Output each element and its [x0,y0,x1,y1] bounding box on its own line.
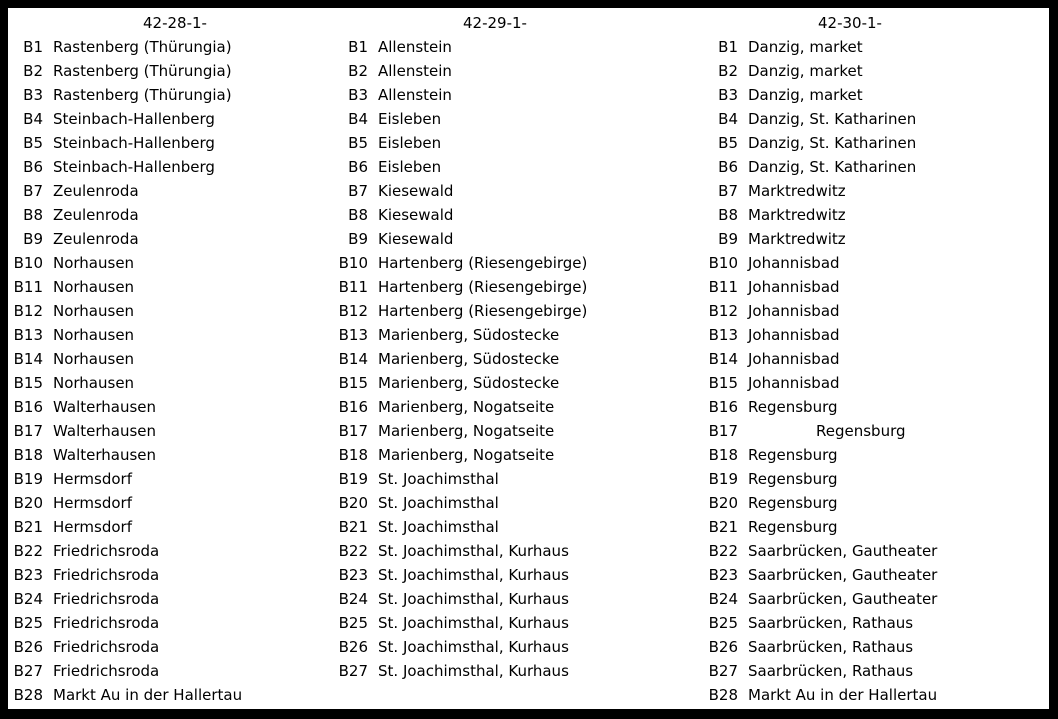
row-code: B21 [708,518,738,536]
row-place: Hartenberg (Riesengebirge) [378,278,588,296]
row-place: Zeulenroda [53,182,139,200]
row-place: Danzig, market [748,62,863,80]
row-place: Kiesewald [378,206,454,224]
row-code: B8 [23,206,43,224]
row-code: B27 [13,662,43,680]
row-code: B1 [718,38,738,56]
row-place: Friedrichsroda [53,662,160,680]
row-place: Johannisbad [748,350,840,368]
row-code: B23 [338,566,368,584]
row-place: Allenstein [378,86,452,104]
row-place: Regensburg [816,422,906,440]
row-code: B26 [338,638,368,656]
row-place: St. Joachimsthal, Kurhaus [378,638,569,656]
row-code: B18 [13,446,43,464]
row-code: B2 [23,62,43,80]
row-code: B3 [718,86,738,104]
row-code: B24 [708,590,738,608]
row-place: Hermsdorf [53,518,132,536]
column-header: 42-28-1- [143,14,207,32]
row-code: B28 [708,686,738,704]
row-place: Regensburg [748,398,838,416]
row-code: B5 [718,134,738,152]
row-code: B10 [708,254,738,272]
row-place: Walterhausen [53,446,157,464]
row-code: B21 [13,518,43,536]
row-code: B22 [13,542,43,560]
row-place: Johannisbad [748,302,840,320]
row-place: Johannisbad [748,374,840,392]
row-code: B9 [348,230,368,248]
row-place: Walterhausen [53,398,157,416]
row-code: B3 [348,86,368,104]
row-place: Friedrichsroda [53,566,160,584]
row-code: B15 [13,374,43,392]
row-place: Markt Au in der Hallertau [748,686,938,704]
row-place: Marienberg, Nogatseite [378,422,555,440]
row-code: B1 [348,38,368,56]
row-code: B24 [13,590,43,608]
row-code: B13 [708,326,738,344]
row-place: Kiesewald [378,182,454,200]
row-place: Walterhausen [53,422,157,440]
row-code: B10 [338,254,368,272]
row-code: B2 [348,62,368,80]
row-code: B18 [708,446,738,464]
row-place: Marienberg, Südostecke [378,374,560,392]
row-place: Regensburg [748,518,838,536]
column-header: 42-30-1- [818,14,882,32]
row-code: B24 [338,590,368,608]
row-code: B25 [13,614,43,632]
row-code: B3 [23,86,43,104]
row-code: B11 [338,278,368,296]
row-place: Danzig, market [748,38,863,56]
row-place: Marienberg, Nogatseite [378,446,555,464]
row-place: Eisleben [378,110,442,128]
row-code: B18 [338,446,368,464]
row-code: B11 [13,278,43,296]
row-code: B7 [348,182,368,200]
row-code: B14 [13,350,43,368]
row-place: Zeulenroda [53,206,139,224]
row-place: St. Joachimsthal, Kurhaus [378,566,569,584]
row-place: St. Joachimsthal, Kurhaus [378,542,569,560]
row-code: B9 [718,230,738,248]
row-place: Hermsdorf [53,494,132,512]
row-place: Eisleben [378,134,442,152]
row-place: Allenstein [378,38,452,56]
row-place: Saarbrücken, Gautheater [748,590,938,608]
row-place: Saarbrücken, Rathaus [748,662,914,680]
row-code: B27 [708,662,738,680]
row-code: B1 [23,38,43,56]
row-place: Johannisbad [748,326,840,344]
row-place: Marktredwitz [748,206,846,224]
row-place: Saarbrücken, Rathaus [748,638,914,656]
row-code: B22 [708,542,738,560]
row-place: Allenstein [378,62,452,80]
row-code: B14 [338,350,368,368]
row-code: B23 [708,566,738,584]
row-code: B19 [13,470,43,488]
row-code: B15 [338,374,368,392]
row-code: B4 [23,110,43,128]
row-place: Regensburg [748,494,838,512]
row-code: B6 [718,158,738,176]
row-place: Marienberg, Südostecke [378,350,560,368]
row-code: B20 [708,494,738,512]
row-place: St. Joachimsthal, Kurhaus [378,590,569,608]
row-code: B17 [13,422,43,440]
row-place: Hermsdorf [53,470,132,488]
row-place: Steinbach-Hallenberg [53,134,215,152]
row-place: Saarbrücken, Gautheater [748,542,938,560]
row-place: Norhausen [53,254,135,272]
row-code: B19 [708,470,738,488]
row-place: St. Joachimsthal [378,518,499,536]
row-place: Norhausen [53,326,135,344]
row-code: B8 [718,206,738,224]
row-place: Friedrichsroda [53,638,160,656]
row-place: Markt Au in der Hallertau [53,686,243,704]
row-code: B6 [23,158,43,176]
location-table [8,8,1049,709]
row-place: Marienberg, Nogatseite [378,398,555,416]
row-code: B12 [13,302,43,320]
row-code: B27 [338,662,368,680]
row-place: Danzig, St. Katharinen [748,110,917,128]
row-code: B13 [338,326,368,344]
row-place: Friedrichsroda [53,590,160,608]
row-code: B12 [708,302,738,320]
row-code: B7 [718,182,738,200]
column-header: 42-29-1- [463,14,527,32]
row-place: Hartenberg (Riesengebirge) [378,254,588,272]
row-code: B25 [708,614,738,632]
row-code: B16 [708,398,738,416]
row-code: B6 [348,158,368,176]
row-place: Marienberg, Südostecke [378,326,560,344]
row-code: B2 [718,62,738,80]
row-place: Norhausen [53,350,135,368]
row-code: B7 [23,182,43,200]
row-code: B4 [718,110,738,128]
row-place: Friedrichsroda [53,614,160,632]
row-place: Marktredwitz [748,182,846,200]
row-code: B26 [708,638,738,656]
row-place: Saarbrücken, Gautheater [748,566,938,584]
row-code: B16 [338,398,368,416]
row-code: B20 [13,494,43,512]
row-place: Rastenberg (Thürungia) [53,62,232,80]
row-place: Zeulenroda [53,230,139,248]
row-place: Norhausen [53,374,135,392]
row-place: Norhausen [53,278,135,296]
row-place: Kiesewald [378,230,454,248]
row-place: Steinbach-Hallenberg [53,158,215,176]
row-place: Regensburg [748,446,838,464]
row-code: B17 [338,422,368,440]
row-code: B10 [13,254,43,272]
row-place: Eisleben [378,158,442,176]
row-place: Norhausen [53,302,135,320]
row-code: B25 [338,614,368,632]
row-code: B14 [708,350,738,368]
row-code: B19 [338,470,368,488]
row-code: B8 [348,206,368,224]
row-place: Danzig, St. Katharinen [748,134,917,152]
row-code: B11 [708,278,738,296]
row-place: Steinbach-Hallenberg [53,110,215,128]
row-code: B23 [13,566,43,584]
row-code: B22 [338,542,368,560]
row-place: Danzig, St. Katharinen [748,158,917,176]
row-place: St. Joachimsthal, Kurhaus [378,614,569,632]
row-code: B17 [708,422,738,440]
row-code: B12 [338,302,368,320]
row-code: B21 [338,518,368,536]
row-code: B26 [13,638,43,656]
row-place: Johannisbad [748,254,840,272]
row-place: St. Joachimsthal [378,470,499,488]
row-place: Friedrichsroda [53,542,160,560]
row-place: Rastenberg (Thürungia) [53,38,232,56]
row-place: Hartenberg (Riesengebirge) [378,302,588,320]
row-code: B15 [708,374,738,392]
row-place: Johannisbad [748,278,840,296]
row-code: B5 [348,134,368,152]
row-code: B9 [23,230,43,248]
row-place: Saarbrücken, Rathaus [748,614,914,632]
row-code: B13 [13,326,43,344]
row-place: St. Joachimsthal, Kurhaus [378,662,569,680]
row-place: Marktredwitz [748,230,846,248]
row-place: Rastenberg (Thürungia) [53,86,232,104]
row-code: B16 [13,398,43,416]
row-place: Danzig, market [748,86,863,104]
row-code: B5 [23,134,43,152]
row-place: Regensburg [748,470,838,488]
row-place: St. Joachimsthal [378,494,499,512]
row-code: B4 [348,110,368,128]
row-code: B20 [338,494,368,512]
row-code: B28 [13,686,43,704]
